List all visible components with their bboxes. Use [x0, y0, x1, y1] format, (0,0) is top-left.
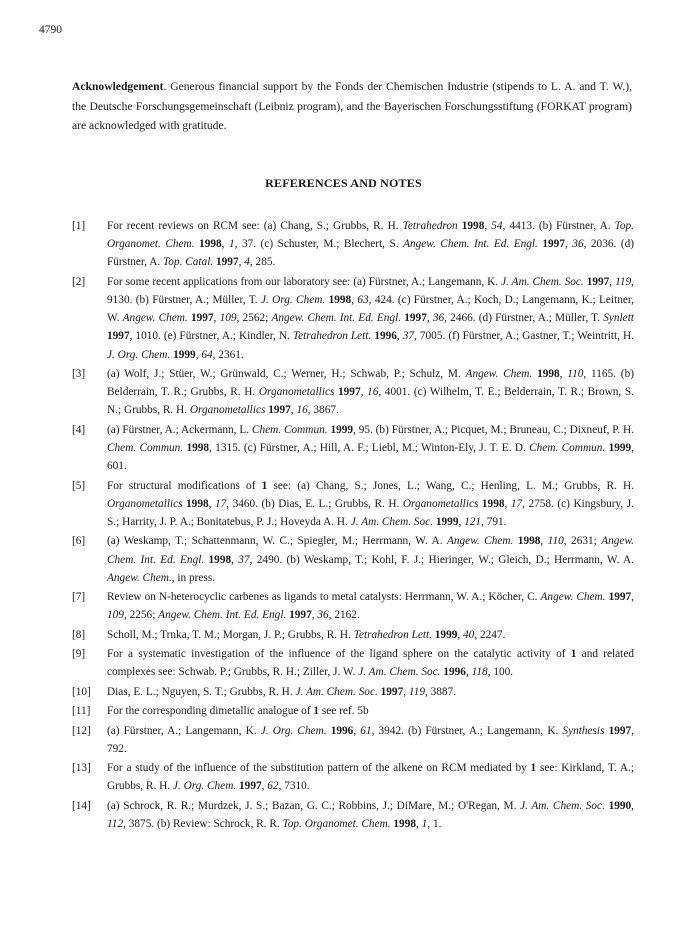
reference-segment: (a) Fürstner, A.; Langemann, K.: [107, 724, 261, 737]
reference-number: [11]: [72, 705, 91, 718]
journal-name: 16: [296, 404, 308, 417]
reference-number: [1]: [72, 220, 86, 232]
journal-name: Angew. Chem. Int. Ed. Engl.: [158, 609, 287, 622]
year-bold: 1999: [434, 628, 458, 641]
year-bold: 1990: [608, 799, 632, 812]
reference-segment: , 2490. (b) Weskamp, T.; Kohl, F. J.; Hieringer, W.; Gleich, D.; Herrmann, W. A.: [249, 553, 634, 566]
reference-segment: ,: [195, 348, 202, 361]
reference-item: [72, 759, 634, 795]
year-bold: 1998: [186, 442, 210, 454]
journal-name: Synlett: [603, 312, 634, 325]
reference-segment: ,: [631, 591, 634, 604]
reference-segment: , 2562;: [236, 312, 272, 325]
journal-name: 64: [201, 348, 213, 361]
year-bold: 1999: [435, 516, 459, 528]
journal-name: J. Org. Chem.: [260, 724, 327, 737]
page-number: 4790: [39, 24, 62, 36]
journal-name: 112: [107, 817, 124, 830]
reference-segment: , 37. (c) Schuster, M.; Blechert, S.: [234, 238, 404, 251]
reference-text: [107, 532, 634, 587]
reference-segment: ,: [221, 238, 229, 251]
reference-number: [12]: [72, 724, 91, 737]
reference-segment: ,: [351, 294, 358, 306]
reference-segment: ,: [261, 780, 268, 793]
reference-segment: , 3887.: [424, 685, 457, 698]
year-bold: 1998: [328, 294, 352, 306]
year-bold: 1998: [208, 553, 232, 566]
reference-text: [107, 722, 634, 758]
reference-item: [72, 217, 634, 272]
reference-item: [72, 532, 634, 587]
reference-segment: , 9130. (b) Fürstner, A.; Müller, T.: [107, 275, 634, 306]
reference-item: [72, 273, 634, 364]
reference-number: [2]: [72, 275, 86, 288]
reference-number: [5]: [72, 479, 86, 492]
journal-name: 36: [572, 238, 584, 251]
reference-segment: ,: [540, 535, 548, 548]
reference-item: [72, 797, 634, 833]
journal-name: Tetrahedron: [402, 220, 458, 232]
reference-segment: ,: [360, 386, 368, 399]
journal-name: 109: [219, 312, 237, 325]
journal-name: Angew. Chem.: [107, 571, 172, 584]
reference-number: [3]: [72, 368, 86, 380]
reference-segment: , 4001. (c) Wilhelm, T. E.; Belderrain, T. R.; Brown, S. N.; Grubbs, R. H.: [107, 386, 634, 417]
journal-name: Organometallics: [107, 497, 183, 510]
year-bold: 1999: [608, 442, 632, 454]
reference-text: [107, 421, 634, 476]
reference-segment: ,: [311, 609, 318, 622]
references-title: REFERENCES AND NOTES: [265, 176, 422, 190]
journal-name: J. Org. Chem.: [260, 294, 326, 306]
year-bold: 1998: [481, 497, 505, 510]
journal-name: Tetrahedron Lett.: [292, 330, 372, 343]
journal-name: 118: [471, 666, 488, 679]
reference-segment: , 7005. (f) Fürstner, A.; Gastner, T.; Weintritt, H.: [414, 330, 634, 343]
reference-segment: and related complexes see: Schwab. P.; Grubbs, R. H.; Ziller, J. W.: [107, 648, 634, 679]
reference-segment: For structural modifications of: [107, 479, 262, 492]
journal-name: 40: [463, 628, 475, 641]
year-bold: 1998: [537, 368, 560, 380]
year-bold: 1997: [239, 780, 262, 793]
year-bold: 1999: [330, 423, 354, 436]
reference-number: [9]: [72, 648, 86, 661]
reference-segment: , 601.: [107, 442, 634, 473]
reference-text: [107, 645, 634, 681]
reference-segment: For a study of the influence of the substitution pattern of the alkene on RCM mediated by: [107, 762, 531, 775]
journal-name: 62: [267, 780, 279, 793]
reference-number: [6]: [72, 535, 86, 548]
reference-segment: (a) Schrock, R. R.; Murdzek, J. S.; Bazan, G. C.; Robbins, J.; DiMare, M.; O'Regan, M.: [107, 799, 521, 812]
journal-name: Organometallics: [189, 404, 266, 417]
journal-name: Organometallics: [258, 386, 335, 399]
reference-segment: ,: [353, 724, 361, 737]
reference-segment: ,: [458, 516, 465, 528]
journal-name: J. Org. Chem.: [107, 348, 171, 361]
year-bold: 1997: [404, 312, 427, 325]
reference-segment: , 100.: [487, 666, 514, 679]
journal-name: 17: [214, 497, 227, 510]
reference-text: [107, 588, 634, 624]
reference-number: [4]: [72, 423, 86, 436]
reference-text: [107, 626, 634, 644]
reference-text: [107, 683, 634, 701]
reference-segment: ,: [609, 275, 616, 288]
reference-segment: For a systematic investigation of the influence of the ligand sphere on the catalytic activity of: [107, 648, 571, 661]
year-bold: 1997: [190, 312, 214, 325]
reference-segment: ,: [238, 256, 245, 269]
reference-segment: , 2631;: [563, 535, 602, 548]
year-bold: 1996: [330, 724, 354, 737]
reference-item: [72, 645, 634, 681]
journal-name: J. Am. Chem. Soc.: [358, 666, 441, 679]
reference-segment: ,: [403, 685, 409, 698]
reference-segment: , 7310.: [278, 780, 310, 793]
reference-segment: see: Kirkland, T. A.; Grubbs, R. H.: [107, 762, 634, 793]
reference-text: [107, 273, 634, 364]
journal-name: 63: [357, 294, 369, 306]
journal-name: Angew. Chem.: [465, 368, 533, 380]
year-bold: 1997: [268, 404, 291, 417]
year-bold: 1996: [443, 666, 466, 679]
year-bold: 1997: [608, 591, 632, 604]
reference-text: [107, 217, 634, 272]
year-bold: 1: [530, 762, 537, 775]
reference-segment: , 791.: [481, 516, 507, 528]
journal-name: Angew. Chem. Int. Ed. Engl.: [271, 312, 402, 325]
reference-segment: see: (a) Chang, S.; Jones, L.; Wang, C.; Henling, L. M.; Grubbs, R. H.: [267, 479, 635, 492]
year-bold: 1997: [216, 256, 239, 269]
reference-segment: ,: [631, 799, 634, 812]
reference-segment: ,: [213, 312, 220, 325]
reference-item: [72, 702, 634, 720]
reference-segment: , 3867.: [307, 404, 339, 417]
reference-segment: ,: [465, 666, 472, 679]
reference-segment: , 3460. (b) Dias, E. L.; Grubbs, R. H.: [226, 497, 403, 510]
reference-text: [107, 797, 634, 833]
journal-name: J. Am. Chem. Soc.: [350, 516, 434, 528]
acknowledgement-text: . Generous financial support by the Fonds der Chemischen Industrie (stipends to L. A. and T. W.), the Deutsche Forschungsgemeinschaft (Leibniz program), and the Bayerischen Forschungsstiftung (FORKAT program) are acknowledged with gratitude.: [72, 80, 632, 132]
journal-name: 37: [402, 330, 415, 343]
year-bold: 1997: [289, 609, 312, 622]
reference-segment: , 2036. (d) Fürstner, A.: [107, 238, 634, 269]
year-bold: 1998: [186, 497, 209, 510]
reference-item: [72, 683, 634, 701]
journal-name: 110: [547, 535, 564, 548]
reference-segment: , 2247.: [474, 628, 506, 641]
reference-segment: , 4413. (b) Fürstner, A.: [502, 220, 615, 232]
journal-name: Top. Organomet. Chem.: [282, 817, 391, 830]
reference-item: [72, 626, 634, 644]
journal-name: 37: [238, 553, 250, 566]
reference-segment: For some recent applications from our laboratory see: (a) Fürstner, A.; Langemann, K.: [107, 275, 502, 288]
reference-segment: , 2466. (d) Fürstner, A.; Müller, T.: [444, 312, 604, 325]
journal-name: Tetrahedron Lett.: [353, 628, 432, 641]
reference-segment: ,: [416, 817, 422, 830]
reference-segment: (a) Weskamp, T.; Schattenmann, W. C.; Spiegler, M.; Herrmann, W. A.: [107, 535, 447, 548]
journal-name: Chem. Commun.: [529, 442, 606, 454]
journal-name: 109: [107, 609, 124, 622]
reference-segment: , 1010. (e) Fürstner, A.; Kindler, N.: [129, 330, 293, 343]
reference-segment: , 1.: [427, 817, 442, 830]
journal-name: 4: [244, 256, 250, 269]
journal-name: 119: [615, 275, 632, 288]
year-bold: 1997: [380, 685, 404, 698]
reference-segment: , 285.: [249, 256, 276, 269]
journal-name: J. Am. Chem. Soc.: [295, 685, 378, 698]
journal-name: J. Am. Chem. Soc.: [501, 275, 584, 288]
reference-segment: ,: [559, 368, 568, 380]
year-bold: 1996: [374, 330, 397, 343]
reference-segment: , 2758. (c) Kingsbury, J. S.; Harrity, J. P. A.; Bonitatebus, P. J.; Hoveyda A. H.: [107, 497, 634, 528]
journal-name: J. Org. Chem.: [172, 780, 237, 793]
year-bold: 1: [570, 648, 577, 661]
reference-segment: ,: [457, 628, 464, 641]
reference-segment: , 2162.: [328, 609, 360, 622]
journal-name: Angew. Chem.: [446, 535, 514, 548]
reference-segment: , 3942. (b) Fürstner, A.; Langemann, K.: [371, 724, 563, 737]
reference-number: [7]: [72, 591, 86, 604]
reference-text: [107, 477, 634, 532]
reference-segment: ,: [426, 312, 433, 325]
reference-segment: , in press.: [171, 571, 216, 584]
reference-segment: ,: [564, 238, 573, 251]
reference-segment: (a) Wolf, J.; Stüer, W.; Grünwald, C.; Werner, H.; Schwab, P.; Schulz, M.: [107, 368, 466, 380]
reference-segment: ,: [231, 553, 239, 566]
reference-segment: ,: [396, 330, 403, 343]
year-bold: 1997: [542, 238, 565, 251]
journal-name: Angew. Chem. Int. Ed. Engl.: [107, 535, 634, 566]
reference-segment: , 3875. (b) Review: Schrock, R. R.: [123, 817, 283, 830]
journal-name: Top. Organomet. Chem.: [107, 220, 635, 251]
year-bold: 1997: [107, 330, 130, 343]
year-bold: 1998: [199, 238, 222, 251]
year-bold: 1997: [608, 724, 632, 737]
year-bold: 1998: [517, 535, 541, 548]
journal-name: 110: [567, 368, 584, 380]
journal-name: 121: [464, 516, 482, 528]
acknowledgement-heading: Acknowledgement: [72, 80, 164, 93]
reference-segment: For the corresponding dimetallic analogue of: [107, 705, 314, 718]
journal-name: Synthesis: [562, 724, 605, 737]
reference-segment: , 2361.: [212, 348, 244, 361]
journal-name: Angew. Chem. Int. Ed. Engl.: [403, 238, 538, 251]
journal-name: J. Am. Chem. Soc.: [520, 799, 605, 812]
journal-name: 36: [432, 312, 445, 325]
journal-name: 36: [317, 609, 329, 622]
acknowledgement: [72, 77, 632, 136]
reference-segment: ,: [208, 497, 215, 510]
journal-name: 16: [367, 386, 379, 399]
reference-item: [72, 722, 634, 758]
reference-text: [107, 759, 634, 795]
journal-name: Chem. Commun.: [107, 442, 184, 454]
reference-segment: For recent reviews on RCM see: (a) Chang, S.; Grubbs, R. H.: [107, 220, 403, 232]
journal-name: 17: [510, 497, 523, 510]
reference-segment: , 424. (c) Fürstner, A.; Koch, D.; Langemann, K.; Leitner, W.: [107, 294, 635, 325]
year-bold: 1: [261, 479, 268, 492]
reference-item: [72, 588, 634, 624]
reference-segment: , 792.: [107, 724, 635, 755]
reference-segment: see ref. 5b: [319, 705, 369, 718]
year-bold: 1997: [338, 386, 361, 399]
year-bold: 1997: [586, 275, 610, 288]
reference-item: [72, 421, 634, 476]
year-bold: 1998: [461, 220, 485, 232]
reference-segment: Review on N-heterocyclic carbenes as ligands to metal catalysts: Herrmann, W. A.; Köcher, C.: [107, 591, 541, 604]
reference-number: [10]: [72, 685, 91, 698]
journal-name: Angew. Chem.: [540, 591, 606, 604]
reference-item: [72, 477, 634, 532]
reference-text: [107, 702, 634, 720]
journal-name: Angew. Chem.: [122, 312, 188, 325]
reference-segment: Scholl, M.; Trnka, T. M.; Morgan, J. P.; Grubbs, R. H.: [107, 628, 354, 641]
reference-number: [8]: [72, 628, 86, 641]
reference-segment: , 1315. (c) Fürstner, A.; Hill, A. F.; Liebl, M.; Winton-Ely, J. T. E. D.: [209, 442, 530, 454]
journal-name: 119: [408, 685, 425, 698]
journal-name: Organometallics: [402, 497, 479, 510]
reference-segment: , 2256;: [123, 609, 159, 622]
reference-segment: Dias, E. L.; Nguyen, S. T.; Grubbs, R. H.: [107, 685, 296, 698]
journal-name: Top. Catal.: [163, 256, 214, 269]
year-bold: 1999: [173, 348, 196, 361]
year-bold: 1998: [393, 817, 416, 830]
reference-item: [72, 365, 634, 420]
reference-segment: (a) Fürstner, A.; Ackermann, L.: [107, 423, 252, 436]
journal-name: 1: [228, 238, 235, 251]
reference-segment: ,: [484, 220, 492, 232]
reference-number: [14]: [72, 799, 91, 812]
reference-segment: ,: [504, 497, 511, 510]
journal-name: 1: [421, 817, 428, 830]
journal-name: Chem. Commun.: [251, 423, 328, 436]
journal-name: 61: [360, 724, 372, 737]
reference-segment: , 95. (b) Fürstner, A.; Picquet, M.; Bruneau, C.; Dixneuf, P. H.: [353, 423, 634, 436]
year-bold: 1: [313, 705, 320, 718]
journal-name: 54: [491, 220, 503, 232]
reference-segment: , 1165. (b) Belderrain, T. R.; Grubbs, R. H.: [107, 368, 634, 399]
reference-number: [13]: [72, 762, 91, 775]
reference-text: [107, 365, 634, 420]
references-list: [72, 217, 634, 834]
reference-segment: ,: [290, 404, 297, 417]
